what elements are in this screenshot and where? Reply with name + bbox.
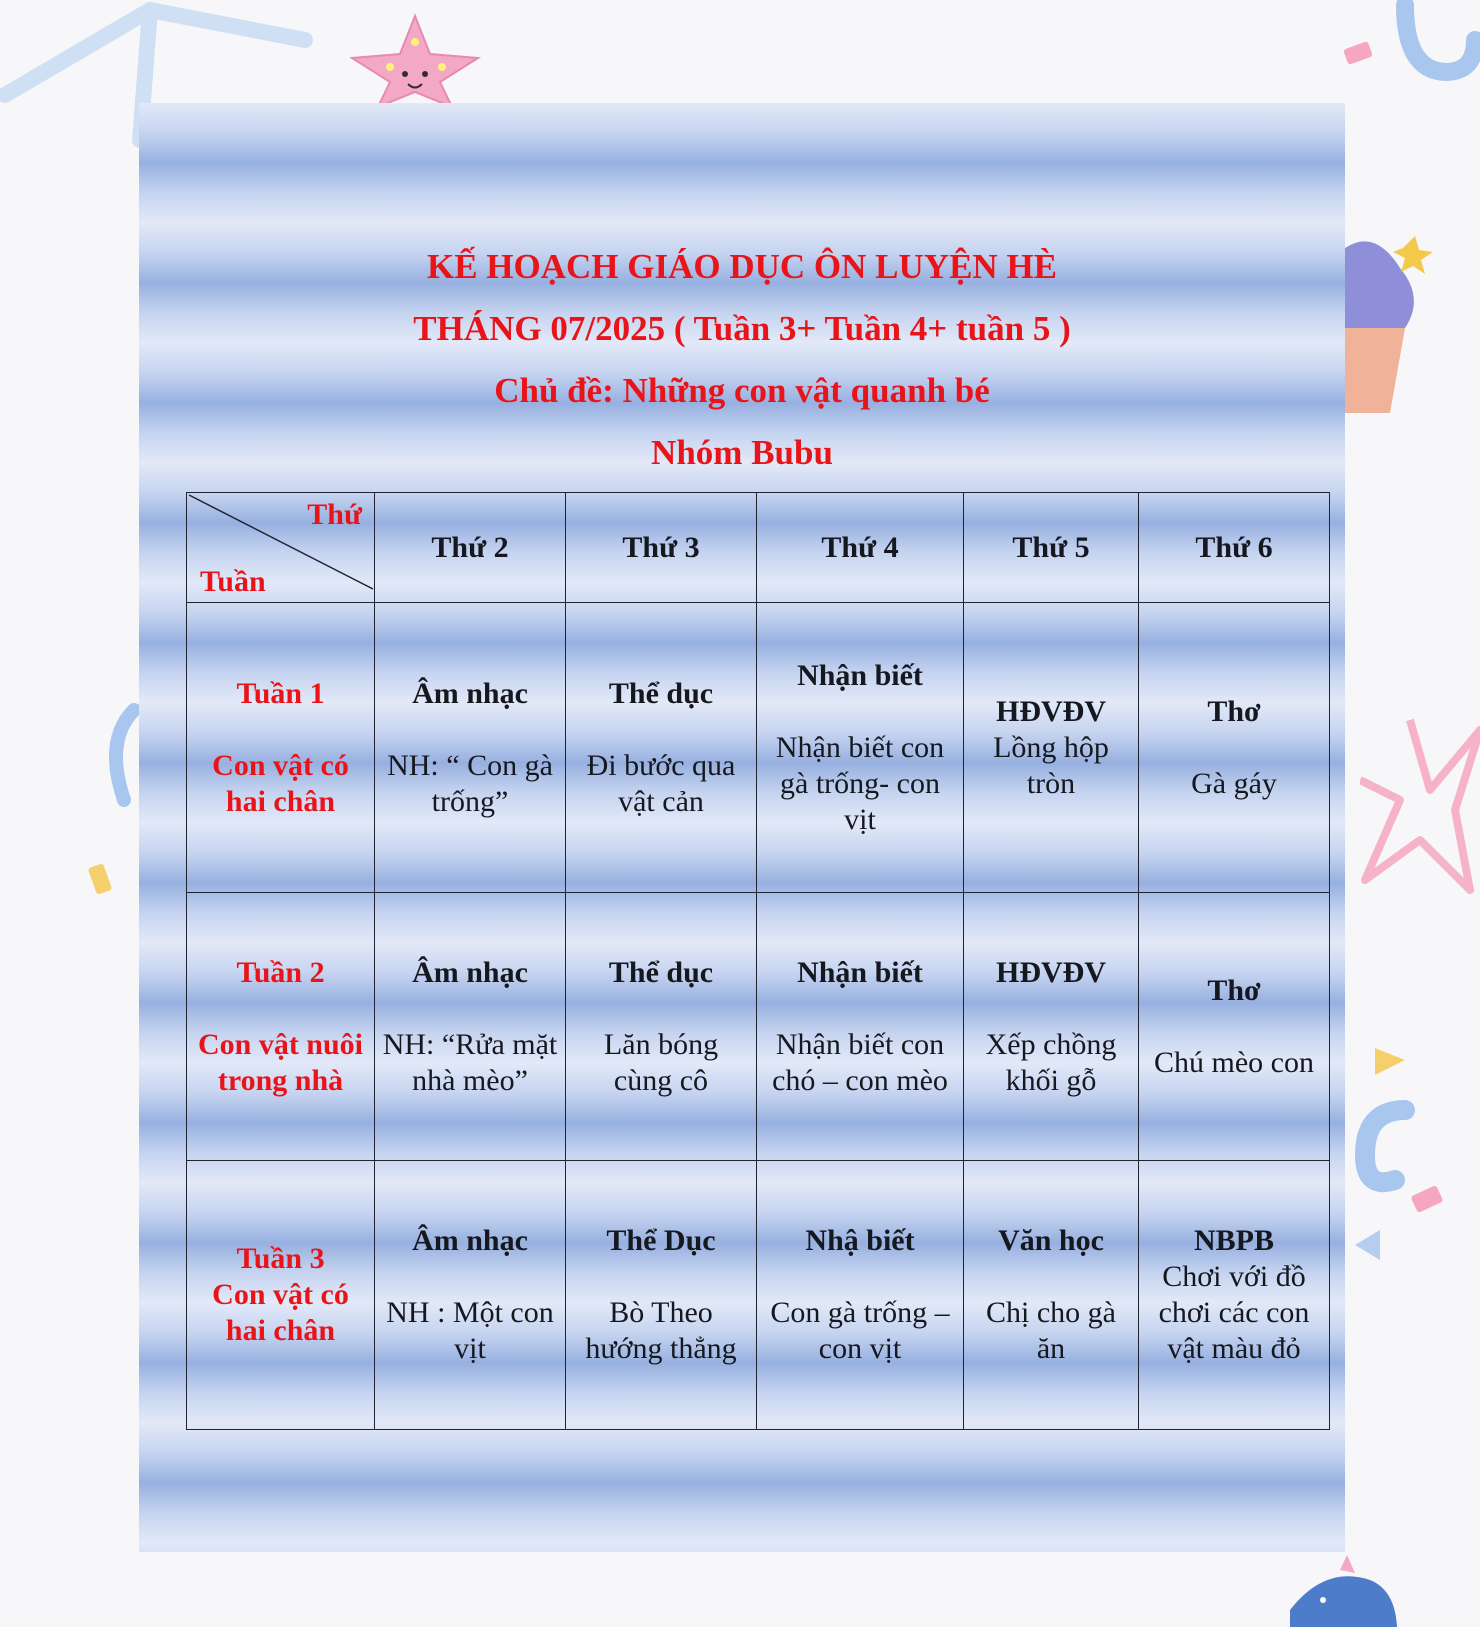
week-label: Tuần 3 [236,1242,325,1275]
activity-subject: Nhận biết [797,955,923,989]
activity-detail: Lồng hộp tròn [993,730,1109,800]
activity-subject: Âm nhạc [412,955,528,989]
week-label: Tuần 2 [236,955,325,989]
corner-cell [187,493,375,603]
plan-group: Nhóm Bubu [651,433,833,472]
day-header: Thứ 5 [964,493,1139,603]
activity-subject: Âm nhạc [412,676,528,710]
activity-cell [757,1161,964,1430]
plan-title: KẾ HOẠCH GIÁO DỤC ÔN LUYỆN HÈ [426,247,1058,286]
activity-subject: NBPB [1193,1224,1274,1257]
activity-subject: Âm nhạc [412,1224,528,1257]
plan-topic: Chủ đề: Những con vật quanh bé [494,371,990,410]
activity-cell [1139,893,1330,1161]
activity-subject: Thơ [1207,694,1261,728]
week-cell [187,1161,375,1430]
activity-cell [375,893,566,1161]
activity-cell [1139,1161,1330,1430]
day-header: Thứ 3 [566,493,757,603]
activity-cell [566,1161,757,1430]
activity-cell [566,893,757,1161]
swirl-decoration [1335,0,1480,90]
left-confetti-decoration [84,700,144,900]
activity-detail: Chị cho gà ăn [986,1296,1116,1365]
week-topic: Con vật nuôi trong nhà [197,1027,364,1097]
table-row [187,1161,1330,1430]
schedule-table [186,492,1330,1430]
corner-week-label: Tuần [200,565,266,598]
activity-subject: Thể Dục [606,1224,716,1257]
cupcake-decoration [1345,228,1445,418]
table-row [187,893,1330,1161]
activity-cell [964,1161,1139,1430]
day-header: Thứ 6 [1139,493,1330,603]
activity-detail: NH: “ Con gà trống” [387,748,553,818]
activity-cell [375,603,566,893]
table-header-row [187,493,1330,603]
day-header: Thứ 2 [375,493,566,603]
activity-detail: Lăn bóng cùng cô [603,1027,719,1097]
dolphin-decoration [1285,1555,1400,1627]
activity-cell [375,1161,566,1430]
activity-subject: Thơ [1207,973,1261,1007]
activity-subject: HĐVĐV [996,694,1106,728]
week-label: Tuần 1 [236,676,325,710]
activity-subject: Nhận biết [797,658,923,692]
week-topic: Con vật có hai chân [212,748,349,818]
activity-detail: Nhận biết con gà trống- con vịt [775,730,945,836]
activity-detail: Chú mèo con [1154,1045,1314,1079]
activity-detail: Nhận biết con chó – con mèo [772,1027,948,1097]
starfish-decoration [350,12,485,107]
week-cell [187,893,375,1161]
activity-cell [964,893,1139,1161]
activity-subject: Nhậ biết [805,1224,915,1257]
activity-subject: HĐVĐV [996,955,1106,989]
activity-subject: Thể dục [608,676,714,710]
activity-cell [964,603,1139,893]
activity-cell [757,603,964,893]
activity-detail: Chơi với đồ chơi các con vật màu đỏ [1158,1260,1310,1365]
activity-cell [757,893,964,1161]
activity-detail: Con gà trống – con vịt [770,1296,950,1365]
activity-detail: Bò Theo hướng thẳng [585,1296,737,1365]
activity-cell [1139,603,1330,893]
activity-detail: Đi bước qua vật cản [586,748,736,818]
activity-detail: Gà gáy [1191,766,1277,800]
table-row [187,603,1330,893]
activity-detail: NH : Một con vịt [386,1296,554,1365]
day-header: Thứ 4 [757,493,964,603]
week-cell [187,603,375,893]
activity-subject: Văn học [998,1224,1104,1257]
activity-detail: Xếp chồng khối gỗ [985,1027,1117,1097]
pink-star-decoration [1360,690,1480,910]
right-confetti-decoration [1345,1030,1465,1260]
activity-cell [566,603,757,893]
plan-sheet [139,103,1345,1552]
week-topic: Con vật có hai chân [212,1278,349,1347]
activity-subject: Thể dục [608,955,714,989]
corner-day-label: Thứ [307,498,362,531]
plan-month: THÁNG 07/2025 ( Tuần 3+ Tuần 4+ tuần 5 ) [413,309,1071,348]
activity-detail: NH: “Rửa mặt nhà mèo” [382,1027,558,1097]
